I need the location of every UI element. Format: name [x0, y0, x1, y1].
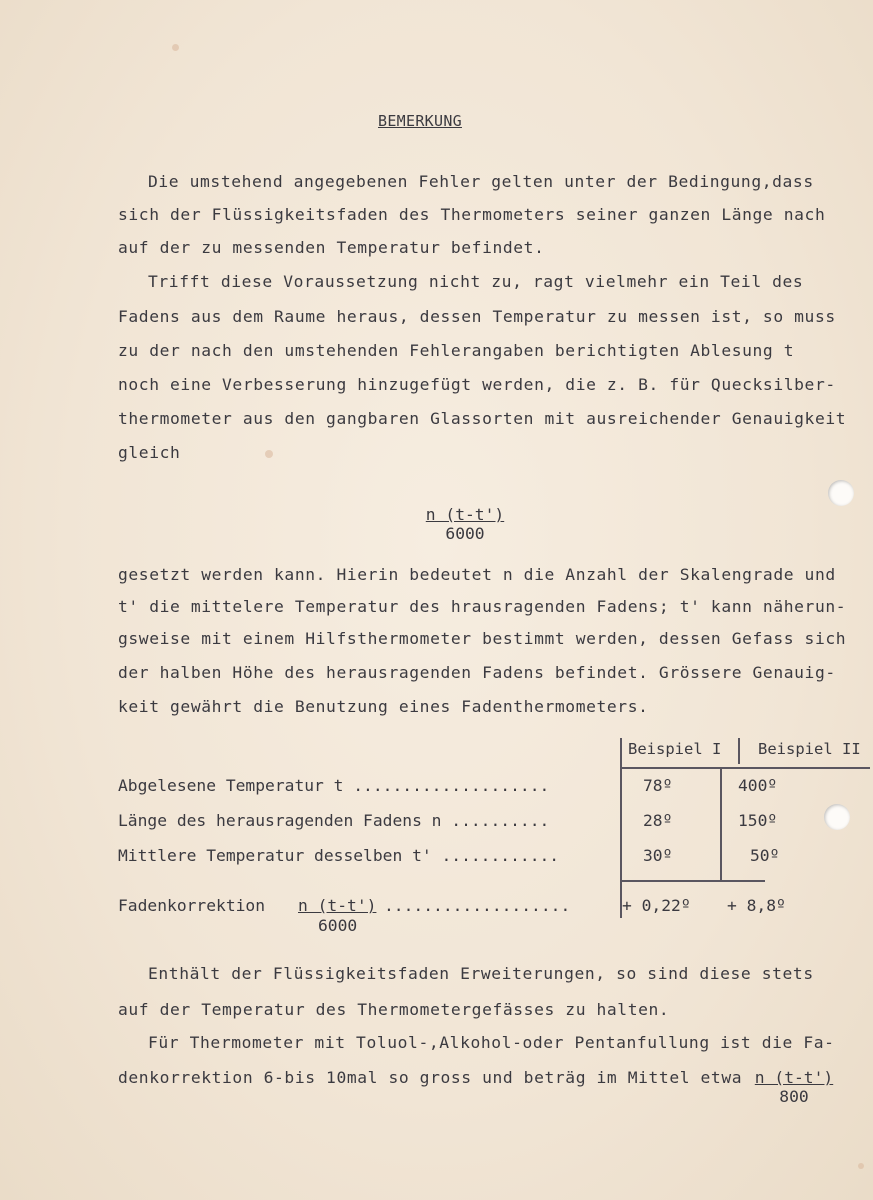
- correction-label: Fadenkorrektion: [118, 896, 266, 915]
- text-line: Enthält der Flüssigkeitsfaden Erweiterungen, so sind diese stets: [148, 964, 814, 983]
- table-row-label: Abgelesene Temperatur t ....................: [118, 776, 550, 795]
- table-cell: 150º: [738, 811, 778, 830]
- table-row-label: Mittlere Temperatur desselben t' ............: [118, 846, 560, 865]
- text-line: Für Thermometer mit Toluol-,Alkohol-oder Pentanfullung ist die Fa-: [148, 1033, 835, 1052]
- formula-numerator: n (t-t'): [425, 505, 505, 524]
- text-line: gesetzt werden kann. Hierin bedeutet n die Anzahl der Skalengrade und: [118, 565, 836, 584]
- table-cell: 400º: [738, 776, 778, 795]
- table-row-label: Länge des herausragenden Fadens n ..........: [118, 811, 550, 830]
- formula-denominator: 6000: [445, 524, 485, 543]
- text-line: gleich: [118, 443, 181, 462]
- table-rule: [620, 738, 622, 918]
- table-header: Beispiel I: [628, 740, 722, 758]
- table-cell: 28º: [643, 811, 673, 830]
- text-line: der halben Höhe des herausragenden Fadens befindet. Grössere Genauig-: [118, 663, 836, 682]
- text-line: thermometer aus den gangbaren Glassorten mit ausreichender Genauigkeit: [118, 409, 847, 428]
- text-line: keit gewährt die Benutzung eines Fadenthermometers.: [118, 697, 649, 716]
- text-line: noch eine Verbesserung hinzugefügt werden, die z. B. für Quecksilber-: [118, 375, 836, 394]
- table-rule: [720, 768, 722, 880]
- punch-hole: [824, 804, 850, 830]
- text-line: sich der Flüssigkeitsfaden des Thermometers seiner ganzen Länge nach: [118, 205, 826, 224]
- table-cell: 30º: [643, 846, 673, 865]
- formula-fraction: [405, 505, 525, 543]
- page-title: BEMERKUNG: [378, 112, 462, 130]
- text-line: Trifft diese Voraussetzung nicht zu, ragt vielmehr ein Teil des: [148, 272, 804, 291]
- table-cell: + 8,8º: [727, 896, 786, 915]
- correction-numerator: n (t-t'): [298, 896, 377, 915]
- text-line: auf der zu messenden Temperatur befindet.: [118, 238, 545, 257]
- table-rule: [738, 738, 740, 764]
- paper-stain: [858, 1163, 864, 1169]
- formula-numerator: n (t-t'): [754, 1068, 834, 1087]
- paper-stain: [265, 450, 273, 458]
- table-header: Beispiel II: [758, 740, 861, 758]
- table-rule: [620, 880, 765, 882]
- text-line: denkorrektion 6-bis 10mal so gross und beträg im Mittel etwa: [118, 1068, 743, 1087]
- text-line: Die umstehend angegebenen Fehler gelten unter der Bedingung,dass: [148, 172, 814, 191]
- text-line: zu der nach den umstehenden Fehlerangaben berichtigten Ablesung t: [118, 341, 795, 360]
- formula-fraction: [748, 1068, 840, 1106]
- punch-hole: [828, 480, 854, 506]
- correction-dots: ...................: [384, 896, 571, 915]
- text-line: gsweise mit einem Hilfsthermometer bestimmt werden, dessen Gefass sich: [118, 629, 847, 648]
- table-cell: 50º: [750, 846, 780, 865]
- text-line: Fadens aus dem Raume heraus, dessen Temperatur zu messen ist, so muss: [118, 307, 836, 326]
- correction-denominator: 6000: [318, 916, 358, 935]
- table-cell: + 0,22º: [622, 896, 691, 915]
- table-cell: 78º: [643, 776, 673, 795]
- text-line: auf der Temperatur des Thermometergefässes zu halten.: [118, 1000, 670, 1019]
- table-rule: [620, 767, 870, 769]
- paper-stain: [172, 44, 179, 51]
- formula-denominator: 800: [779, 1087, 809, 1106]
- text-line: t' die mittelere Temperatur des hrausragenden Fadens; t' kann näherun-: [118, 597, 847, 616]
